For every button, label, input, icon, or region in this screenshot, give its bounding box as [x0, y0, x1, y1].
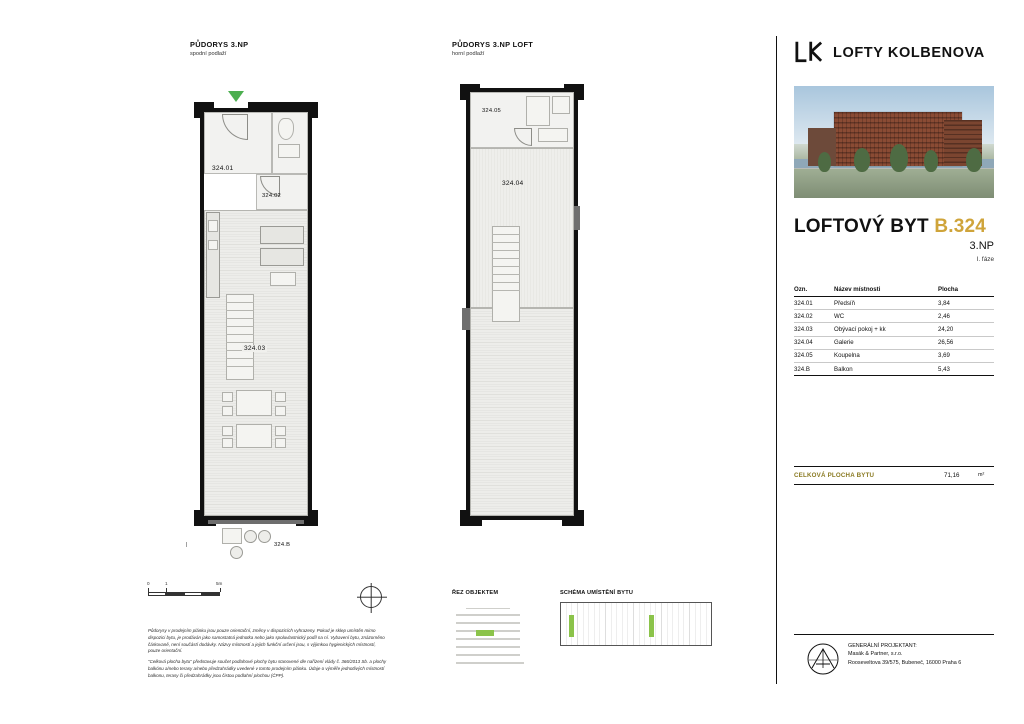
- note-2: "Celková plocha bytu" představuje součet podlahové plochy bytu stanovené dle nařízení vlády č. 366/2013 Sb. a plochy balkónu a/nebo terasy a/nebo předzahrádky uvedené v tomto prodejním plánku. Údaje o výměře jednotlivých místností balkonu, terasy či předzahrádky jsou čistou podlahní plochou (ČPP).: [148, 659, 387, 678]
- total-area-unit: m²: [978, 472, 985, 478]
- room-324-04-lower-area: [470, 308, 574, 516]
- table-row: [794, 349, 994, 362]
- toilet-icon: [552, 96, 570, 114]
- washbasin-icon: [278, 144, 300, 158]
- brand-lockup: [794, 40, 985, 66]
- chair: [222, 406, 233, 416]
- lk-monogram-icon: [794, 40, 824, 66]
- stair-tread: [226, 326, 254, 327]
- total-rule-top: [794, 466, 994, 467]
- scale-tick-0: 0: [147, 581, 150, 586]
- chair: [275, 406, 286, 416]
- footer-rule: [794, 634, 994, 635]
- entrance-arrow-icon: [228, 91, 244, 102]
- building-render-photo: [794, 86, 994, 198]
- chair: [275, 438, 286, 448]
- stair-tread: [492, 242, 520, 243]
- stair-tread: [492, 266, 520, 267]
- room-code-324-04: 324.04: [502, 180, 524, 187]
- staircase: [226, 294, 254, 380]
- sanitary-fixture-icon: [278, 118, 294, 140]
- wall-right: [574, 88, 578, 520]
- plan-subtitle-lower: spodní podlaží: [190, 51, 227, 57]
- shower-tray-icon: [526, 96, 550, 126]
- table-row: [794, 323, 994, 336]
- plan-title-loft: PŮDORYS 3.NP LOFT: [452, 40, 534, 49]
- bathtub-icon: [538, 128, 568, 142]
- note-1: Půdorysy v prodejním plánku jsou pouze orientační, změny v dispozicích vyhrazeny. Pokud je sklep umístěn mimo dispozici bytu, je prodáván jako samostatná jednotka nebo jako spoluvlastnický podíl na ní. Vybavení bytu, znázorněno čárkovaně, není součástí dodávky. Názvy místností a jejich funkční určení jsou, s výjimkou hygienických místností, pouze orientační.: [148, 628, 385, 654]
- stair-tread: [492, 274, 520, 275]
- location-scheme-title: SCHÉMA UMÍSTĚNÍ BYTU: [560, 590, 634, 596]
- cell-code: 324.03: [794, 323, 834, 336]
- dining-table: [236, 390, 272, 416]
- balcony-edge: [208, 520, 304, 524]
- total-rule-bottom: [794, 484, 994, 485]
- cell-area: 2,46: [938, 310, 994, 323]
- sofa: [260, 226, 304, 244]
- rooms-table: [794, 284, 994, 376]
- cell-code: 324.05: [794, 349, 834, 362]
- cell-area: 3,69: [938, 349, 994, 362]
- cell-name: Galerie: [834, 336, 938, 349]
- section-diagram-title: ŘEZ OBJEKTEM: [452, 590, 499, 596]
- total-area-value: 71,16: [944, 472, 960, 479]
- cell-name: Obývací pokoj + kk: [834, 323, 938, 336]
- floorplan-loft: [452, 80, 592, 550]
- stair-tread: [226, 318, 254, 319]
- sofa-secondary: [260, 248, 304, 266]
- room-324-04-upper-area: [470, 148, 574, 308]
- plan-title-lower: PŮDORYS 3.NP: [190, 40, 249, 49]
- cell-area: 3,84: [938, 297, 994, 310]
- stair-tread: [492, 290, 520, 291]
- architect-heading: GENERÁLNÍ PROJEKTANT:: [848, 643, 917, 649]
- panel-divider: [776, 36, 777, 684]
- dimension-mark-left: |: [186, 542, 188, 548]
- location-scheme-diagram: [560, 602, 712, 646]
- chair: [222, 392, 233, 402]
- balcony-chair: [244, 530, 257, 543]
- balcony-chair: [258, 530, 271, 543]
- cell-code: 324.02: [794, 310, 834, 323]
- stair-tread: [226, 302, 254, 303]
- chair: [222, 438, 233, 448]
- cooktop-icon: [208, 240, 218, 250]
- cell-code: 324.B: [794, 362, 834, 375]
- chair: [275, 392, 286, 402]
- coffee-table: [270, 272, 296, 286]
- wall-right: [308, 108, 312, 520]
- plan-subtitle-loft: horní podlaží: [452, 51, 485, 57]
- architect-monogram-icon: [806, 642, 840, 676]
- chair: [275, 426, 286, 436]
- scale-bar: [148, 588, 234, 600]
- flat-title-text: LOFTOVÝ BYT: [794, 216, 929, 237]
- balcony-chair: [230, 546, 243, 559]
- dining-table-secondary: [236, 424, 272, 448]
- stair-tread: [492, 234, 520, 235]
- cell-area: 26,56: [938, 336, 994, 349]
- stair-tread: [226, 366, 254, 367]
- room-code-324-05: 324.05: [482, 108, 501, 114]
- room-code-324-B: 324.B: [274, 542, 291, 548]
- room-code-324-01: 324.01: [212, 165, 234, 172]
- balcony-table: [222, 528, 242, 544]
- flat-code: B.324: [934, 216, 987, 237]
- architect-block: [848, 642, 998, 667]
- north-arrow-icon: [360, 586, 382, 608]
- room-code-324-02: 324.02: [262, 193, 281, 199]
- th-code: Ozn.: [794, 284, 834, 297]
- building-section-diagram: [452, 602, 524, 668]
- architect-address: Rooseveltova 39/575, Bubeneč, 16000 Praha 6: [848, 659, 962, 666]
- total-area-label: CELKOVÁ PLOCHA BYTU: [794, 472, 875, 479]
- stair-tread: [226, 358, 254, 359]
- floorplan-lower: [186, 80, 326, 550]
- flat-phase: I. fáze: [976, 256, 994, 263]
- cell-name: Balkon: [834, 362, 938, 375]
- scheme-unit-highlight-2: [649, 615, 654, 637]
- scheme-unit-highlight: [569, 615, 574, 637]
- table-row: [794, 297, 994, 310]
- stair-tread: [492, 282, 520, 283]
- section-unit-highlight: [476, 630, 494, 636]
- table-row: [794, 336, 994, 349]
- cell-name: WC: [834, 310, 938, 323]
- stair-tread: [492, 258, 520, 259]
- stair-tread: [226, 342, 254, 343]
- scale-tick-1: 1: [165, 581, 168, 586]
- cell-name: Předsíň: [834, 297, 938, 310]
- th-name: Název místnosti: [834, 284, 938, 297]
- flat-floor: 3.NP: [969, 240, 994, 252]
- brand-name: LOFTY KOLBENOVA: [833, 45, 985, 61]
- legal-notes: [148, 628, 388, 683]
- cell-area: 5,43: [938, 362, 994, 375]
- stair-tread: [492, 250, 520, 251]
- scale-tick-5m: 5m: [216, 581, 223, 586]
- sink-icon: [208, 220, 218, 232]
- cell-area: 24,20: [938, 323, 994, 336]
- table-header-row: [794, 284, 994, 297]
- cell-name: Koupelna: [834, 349, 938, 362]
- cell-code: 324.04: [794, 336, 834, 349]
- architect-company: Masák & Partner, s.r.o.: [848, 651, 903, 658]
- table-row: [794, 310, 994, 323]
- th-area: Plocha: [938, 284, 994, 297]
- flat-title-line: [794, 216, 986, 238]
- table-row: [794, 362, 994, 375]
- chair: [222, 426, 233, 436]
- cell-code: 324.01: [794, 297, 834, 310]
- room-code-324-03: 324.03: [244, 345, 266, 352]
- stair-tread: [226, 334, 254, 335]
- stair-tread: [226, 310, 254, 311]
